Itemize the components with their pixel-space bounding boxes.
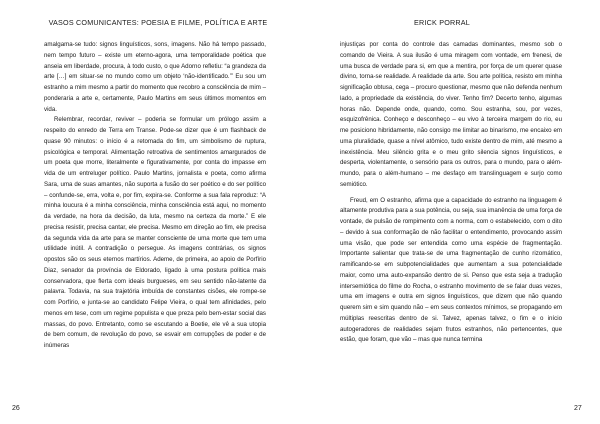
left-paragraph-1: amalgama-se tudo: signos linguísticos, sons, imagens. Não há tempo passado, nem tempo futuro – existe um eterno-agora, uma temporalidade poética que anseia em liberdade, procura, à todo custo, o que Adorno refletiu: “a grandeza da arte […] em situar-se no mundo como um objeto ‘não-identificado.’” Eu sou um estranho a mim mesmo a partir do momento que recobro a consciência de mim – ponderaria a arte e, certamente, Paulo Martins em seus últimos momentos em vida.: [44, 41, 266, 113]
left-paragraph-2: Relembrar, recordar, reviver – poderia se formular um prólogo assim a respeito do enredo de Terra em Transe. Pode-se dizer que é um flashback de quase 90 minutos: o início é a retomada do fim, um simbolismo de ruptura, psicológica e temporal. Alimentação retroativa de sentimentos amargurados de um poeta que morre, literalmente e figurativamente, por conta do impasse em vida de um entreluger político. Paulo Martins, jornalista e poeta, como afirma Sara, uma de suas amantes, não suporta a fusão do ser poético e do ser político – confunde-se, erra, volta e, por fim, expira-se. Conforme a sua fala reproduz: “A minha loucura é a minha consciência, minha consciência está aqui, no momento da verdade, na hora da decisão, da luta, mesmo na certeza da morte.” E ele precisa resistir, precisa cantar, ele precisa. Mesmo em direção ao fim, ele precisa da segunda vida da arte para se manter consciente de uma morte que tem uma utilidade inútil. A contradição o persegue. As imagens contrárias, os signos opostos são os seus eternos martírios. Ademe, de primeira, ao apoio de Porfírio Diaz, senador da província de Eldorado, ligado à uma postura política mais conservadora, que flerta com ideais burgueses, em seu sentido não-latente da palavra. Todavia, na sua trajetória imbuída de constantes cisões, ele rompe-se com Porfírio, e junta-se ao candidato Felipe Vieira, o qual tem afinidades, pelo menos em tese, com um regime populista e que preza pelo bem-estar social das massas, do povo. Entretanto, como se escutando a Boetie, ele vê a sua utopia de bem comum, de revolução do povo, se esvair em corrupções de poder e de inúmeras: [44, 116, 266, 349]
page-number-right: 27: [574, 405, 582, 412]
right-text-block: [340, 40, 562, 346]
page-number-left: 26: [12, 405, 20, 412]
right-paragraph-2: Freud, em O estranho, afirma que a capacidade do estranho na linguagem é altamente produtiva para a sua potência, ou seja, sua imanência de uma força de vontade, de pulsão de rompimento com a norma, com o estabelecido, com o dito – devido à sua conformação de não facilitar o entendimento, provocando assim uma visão, que pode ser entendida como uma espécie de fragmentação. Importante salientar que trata-se de uma fragmentação de cunho rizomático, ramificando-se em subpotencialidades que aumentam a sua potencialidade maior, como uma auto-expansão dentro de si. Penso que esta seja a tradução intersemiótica do filme do Rocha, o estranho movimento de se falar duas vezes, uma em imagens e outra em signos linguísticos, que dizem que não quando querem sim e sim quando não – em seus contextos mínimos, se propagando em múltiplas reescritas dentro de si. Talvez, apenas talvez, o fim e o início autogeradores de realidades sejam frutos estranhos, não pertencentes, que estão, que foram, que vão – mas que nunca termina: [340, 196, 562, 344]
running-head-right: ERICK PORRAL: [414, 18, 470, 27]
right-paragraph-1: injustiças por conta do controle das camadas dominantes, mesmo sob o comando de Vieira. A sua ilusão é uma miragem com vontade, em frenesi, de uma busca de verdade para si, em que a mentira, por força de um querer quase divino, torna-se realidade. A realidade da arte. Sou arte política, resisto em minha significação obtusa, cega – procuro questionar, mesmo que não defenda nenhum lado, a propriedade da existência, do viver. Tenho fim? Decerto tenho, algumas horas não. Depende onde, quando, como. Sou estranha, sou, por vezes, esquizofrênica. Conheço e desconheço – eu vivo à terceira margem do rio, eu me posiciono hibridamente, não consigo me limitar ao binarismo, me encaixo em uma pluralidade, quase a nível atômico, tudo existe dentro de mim, até mesmo a inexistência. Meu silêncio grita e o meu grito silencia signos linguísticos, e desperta, violentamente, o sensório para os outros, para o mundo, para o além-mundo, para o além-humano – me desfaço em translinguagem e surjo como semiótico.: [340, 41, 562, 188]
running-head-left: VASOS COMUNICANTES: POESIA E FILME, POLÍTICA E ARTE: [48, 18, 268, 27]
left-text-block: [44, 40, 266, 352]
right-page: [300, 0, 600, 424]
